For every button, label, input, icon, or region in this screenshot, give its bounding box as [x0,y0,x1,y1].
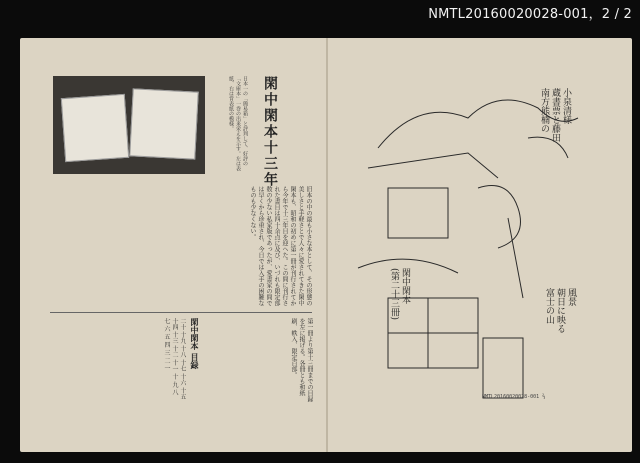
note-line-1: 小泉清様 [561,88,571,124]
note-line-7: 朝日に映る [555,288,565,333]
roof-line [368,153,498,178]
handwritten-note-2 [388,268,410,320]
tree-outline [478,186,521,249]
note-line-6: 風景 [566,288,576,306]
catalog-list: 二十 十九 十八 十七 十六 十五 十四 十三 十二 十一 十 九 八 七 六 五 四 三 二 一 [163,318,186,400]
note-line-8: 富士の山 [544,288,554,324]
book-box-right [129,88,198,159]
section-divider [50,312,312,313]
catalog-intro: 第一冊より第十三冊までの目録を左に掲げる。各冊とも和紙刷、帙入、限定百部。 [290,318,313,402]
photo-caption: 日本一の「簡易箱」と評判して、好評の「文庫本」一巻の出来栄えを示す。左は表紙、右は背表紙の模様。 [228,76,248,171]
ink-sketch [328,38,632,452]
catalog-title: 閑中閑本 目録 [190,318,200,369]
note-line-2: 蔵書票と藤田 [550,88,560,142]
note-line-3: 南方熊楠の [539,88,549,133]
book-box-left [61,94,129,162]
note-line-4: 閑中閑本 [400,268,410,304]
pole-line [508,218,523,298]
record-id-label: NMTL20160020028-001，2 / 2 [428,7,632,22]
handwritten-note-1 [538,88,571,142]
archive-stamp: NMTL20160020028-001 ⅔ [482,394,546,400]
article-title: 閑中閑本十三年 [262,76,278,188]
building-sketch [388,188,448,238]
door-frame [483,338,523,398]
article-body: 旧本の中の最も小さな本として、その形態の美しさと手軽さとで人々に愛されてきた閑中閑本も、昭和の初めに第一冊が刊行されてから今年で十三年目を迎へた。この間に刊行された書目は四十余点に及び、いづれも限定部数の少ない私家版であったが、愛書家の間では早くから珍重され、今日では入手の困難なものも少なくない。 [249,186,312,306]
handwritten-note-3 [543,288,576,333]
book-photo [53,76,205,174]
right-page [328,38,632,452]
note-line-5: (第二十三冊) [389,268,399,321]
